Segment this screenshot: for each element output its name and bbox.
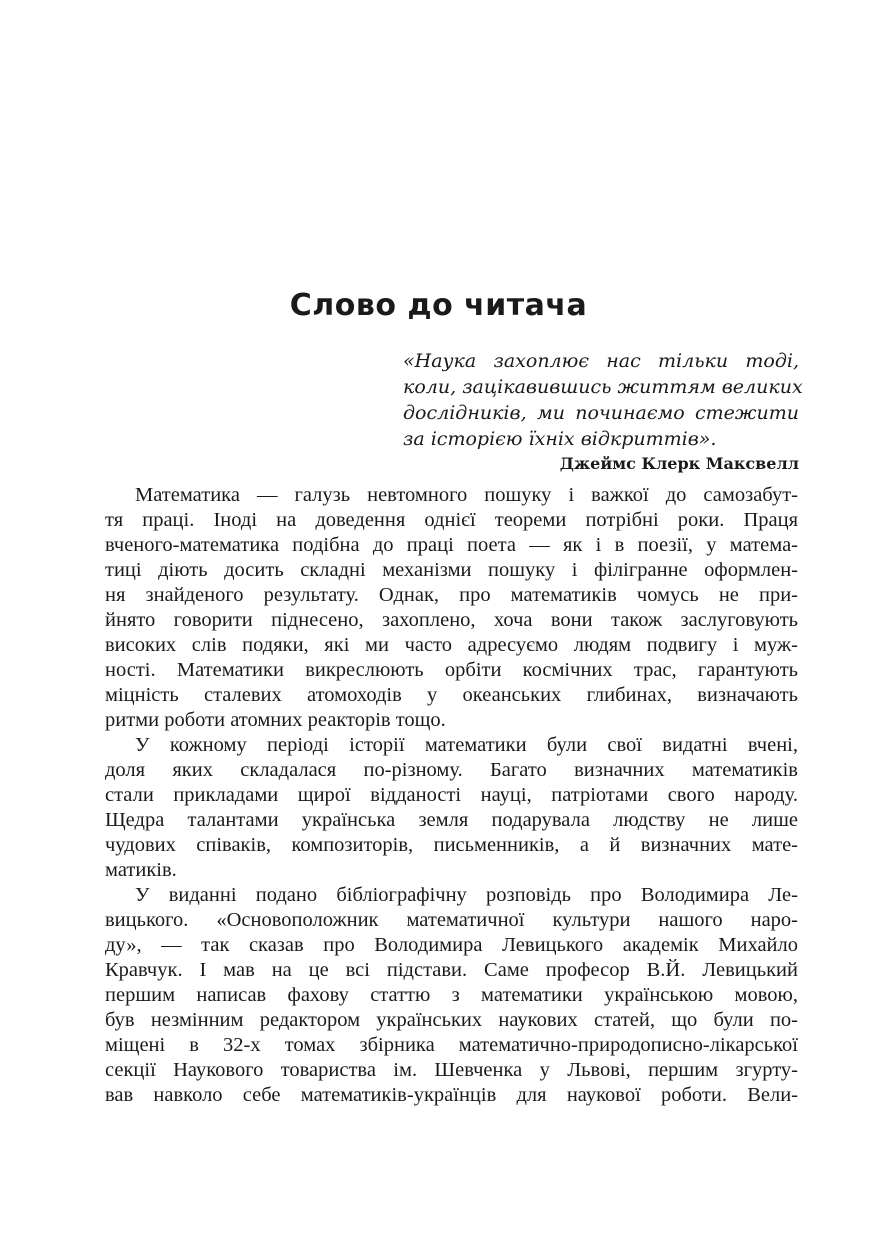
epigraph-author: Джеймс Клерк Максвелл	[559, 454, 799, 473]
body-text	[105, 483, 798, 1108]
epigraph-line: коли, зацікавившись життям великих	[403, 376, 803, 398]
text-line: ду», — так сказав про Володимира Левицького академік Михайло	[105, 934, 798, 956]
epigraph-line: «Наука захоплює нас тільки тоді,	[403, 350, 799, 372]
text-line: Щедра талантами українська земля подарувала людству не лише	[105, 809, 798, 831]
text-line: міцність сталевих атомоходів у океанських глибинах, визначають	[105, 684, 798, 706]
text-line: тиці діють досить складні механізми пошуку і філігранне оформлен-	[105, 559, 798, 581]
text-line: У кожному періоді історії математики були свої видатні вчені,	[135, 734, 798, 756]
text-line: секції Наукового товариства ім. Шевченка у Львові, першим згурту-	[105, 1059, 798, 1081]
text-line: доля яких складалася по-різному. Багато визначних математиків	[105, 759, 798, 781]
text-line: У виданні подано бібліографічну розповідь про Володимира Ле-	[135, 884, 798, 906]
text-line: ня знайденого результату. Однак, про математиків чомусь не при-	[105, 584, 798, 606]
text-line: вченого-математика подібна до праці поета — як і в поезії, у матема-	[105, 534, 798, 556]
text-line: стали прикладами щирої відданості науці, патріотами свого народу.	[105, 784, 798, 806]
text-line: першим написав фахову статтю з математики українською мовою,	[105, 984, 798, 1006]
text-line: високих слів подяки, які ми часто адресуємо людям подвигу і муж-	[105, 634, 798, 656]
page-title: Слово до читача	[289, 288, 588, 323]
text-line: вав навколо себе математиків-українців для наукової роботи. Вели-	[105, 1084, 798, 1106]
epigraph	[403, 348, 803, 476]
text-line: вицького. «Основоположник математичної культури нашого наро-	[105, 909, 798, 931]
text-line: Математика — галузь невтомного пошуку і важкої до самозабут-	[135, 484, 798, 506]
epigraph-line: за історією їхніх відкриттів».	[403, 428, 717, 450]
text-line: Кравчук. І мав на це всі підстави. Саме професор В.Й. Левицький	[105, 959, 798, 981]
text-line: ритми роботи атомних реакторів тощо.	[105, 709, 446, 731]
text-line: чудових співаків, композиторів, письменників, а й визначних мате-	[105, 834, 798, 856]
text-line: матиків.	[105, 859, 177, 881]
text-line: міщені в 32-х томах збірника математично-природописно-лікарської	[105, 1034, 798, 1056]
text-line: тя праці. Іноді на доведення однієї теореми потрібні роки. Праця	[105, 509, 798, 531]
epigraph-line: дослідників, ми починаємо стежити	[403, 402, 799, 424]
text-line: йнято говорити піднесено, захоплено, хоча вони також заслуговують	[105, 609, 798, 631]
text-line: ності. Математики викреслюють орбіти космічних трас, гарантують	[105, 659, 798, 681]
text-line: був незмінним редактором українських наукових статей, що були по-	[105, 1009, 798, 1031]
